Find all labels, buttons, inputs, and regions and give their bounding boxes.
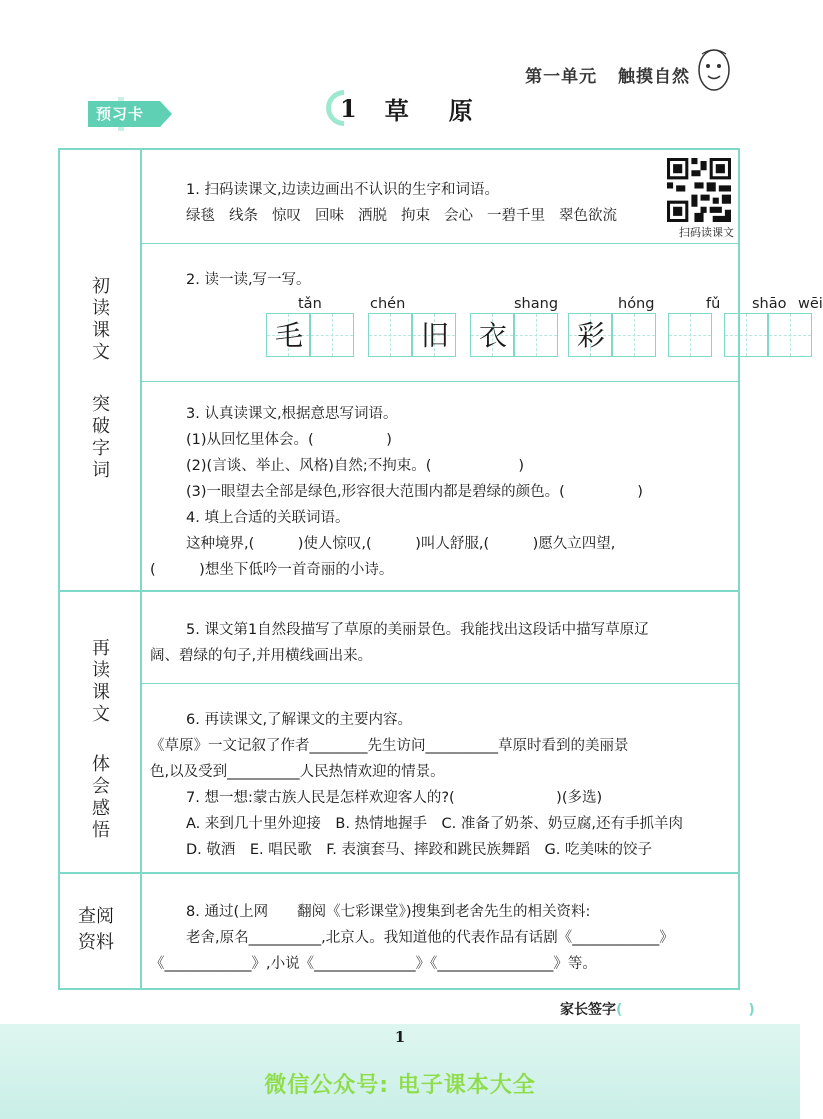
q1-prompt: 1. 扫码读课文,边读边画出不认识的生字和词语。 — [186, 182, 500, 198]
page-number: 1 — [394, 1028, 406, 1046]
char-box-given-1: 毛 — [266, 313, 310, 357]
unit-label: 第一单元 — [525, 67, 598, 87]
pinyin-1: tǎn — [298, 296, 322, 312]
q7-prompt[interactable]: 7. 想一想:蒙古族人民是怎样欢迎客人的?( )(多选) — [186, 790, 603, 806]
question-5 — [142, 592, 738, 684]
q3-item-2[interactable]: (2)(言谈、举止、风格)自然;不拘束。( ) — [186, 458, 525, 474]
char-box-blank-1[interactable] — [310, 313, 354, 357]
q4-line-1[interactable]: 这种境界,( )使人惊叹,( )叫人舒服,( )愿久立四望, — [186, 536, 616, 552]
pinyin-4: hóng — [618, 296, 655, 312]
worksheet-frame — [58, 148, 823, 990]
section-first-read-col1: 初 读 课 文 突 破 字 词 — [92, 276, 110, 481]
question-8 — [142, 874, 738, 990]
q4-prompt: 4. 填上合适的关联词语。 — [186, 510, 350, 526]
question-1 — [142, 150, 738, 244]
q3-item-3[interactable]: (3)一眼望去全部是绿色,形容很大范围内都是碧绿的颜色。( ) — [186, 484, 643, 500]
section-research-label: 查阅 资料 — [78, 906, 114, 953]
q3-prompt: 3. 认真读课文,根据意思写词语。 — [186, 406, 398, 422]
char-box-blank-2[interactable] — [368, 313, 412, 357]
q6-line-2[interactable]: 色,以及受到__________人民热情欢迎的情景。 — [150, 764, 445, 780]
signature-field[interactable]: ( ) — [616, 1002, 755, 1018]
question-3-4 — [142, 382, 738, 592]
section-sidebar — [60, 150, 142, 988]
wechat-watermark: 微信公众号: 电子课本大全 — [264, 1073, 536, 1098]
q2-prompt: 2. 读一读,写一写。 — [186, 272, 311, 288]
unit-title — [511, 62, 690, 87]
char-box-blank-6[interactable] — [724, 313, 768, 357]
qr-code-icon[interactable] — [666, 158, 732, 222]
section-research — [60, 874, 140, 990]
q5-line-2: 阔、碧绿的句子,并用横线画出来。 — [150, 648, 373, 664]
parent-signature — [560, 999, 755, 1019]
q7-options-1[interactable]: A. 来到几十里外迎接 B. 热情地握手 C. 准备了奶茶、奶豆腐,还有手抓羊肉 — [186, 816, 683, 832]
qr-label: 扫码读课文 — [679, 226, 734, 239]
q3-item-1[interactable]: (1)从回忆里体会。( ) — [186, 432, 392, 448]
q6-prompt: 6. 再读课文,了解课文的主要内容。 — [186, 712, 413, 728]
q8-prompt: 8. 通过(上网 翻阅《七彩课堂》)搜集到老舍先生的相关资料: — [186, 904, 591, 920]
question-area — [142, 150, 823, 988]
section-reread-col: 再 读 课 文 体 会 感 悟 — [92, 638, 110, 841]
q8-line-2[interactable]: 《____________》,小说《______________》《________________》等。 — [150, 956, 597, 972]
q4-line-2[interactable]: ( )想坐下低吟一首奇丽的小诗。 — [150, 562, 394, 578]
char-box-blank-5[interactable] — [668, 313, 712, 357]
char-box-given-3: 衣 — [470, 313, 514, 357]
char-box-blank-7[interactable] — [768, 313, 812, 357]
q5-line-1: 5. 课文第1自然段描写了草原的美丽景色。我能找出这段话中描写草原辽 — [186, 622, 649, 638]
char-box-blank-3[interactable] — [514, 313, 558, 357]
pinyin-5: fǔ — [706, 296, 721, 312]
lesson-number: 1 — [340, 93, 357, 123]
char-box-given-2: 旧 — [412, 313, 456, 357]
char-box-given-4: 彩 — [568, 313, 612, 357]
section-first-read — [60, 150, 140, 592]
char-box-blank-4[interactable] — [612, 313, 656, 357]
pinyin-7: wēi — [798, 296, 823, 312]
section-reread — [60, 592, 140, 874]
q1-words: 绿毯 线条 惊叹 回味 洒脱 拘束 会心 一碧千里 翠色欲流 — [186, 208, 617, 224]
lesson-title — [320, 88, 513, 128]
signature-label: 家长签字 — [560, 1002, 616, 1018]
lesson-name: 草原 — [384, 95, 513, 125]
pinyin-6: shāo — [752, 296, 787, 312]
q8-line-1[interactable]: 老舍,原名__________,北京人。我知道他的代表作品有话剧《____________》 — [186, 930, 674, 946]
mascot-icon — [694, 44, 734, 96]
preview-tag: 预习卡 — [96, 105, 145, 123]
question-6-7 — [142, 684, 738, 874]
q7-options-2[interactable]: D. 敬酒 E. 唱民歌 F. 表演套马、摔跤和跳民族舞蹈 G. 吃美味的饺子 — [186, 842, 652, 858]
q6-line-1[interactable]: 《草原》一文记叙了作者________先生访问__________草原时看到的美丽景 — [150, 738, 629, 754]
unit-theme: 触摸自然 — [618, 67, 690, 87]
pinyin-2: chén — [370, 296, 406, 312]
pinyin-3: shang — [514, 296, 559, 312]
